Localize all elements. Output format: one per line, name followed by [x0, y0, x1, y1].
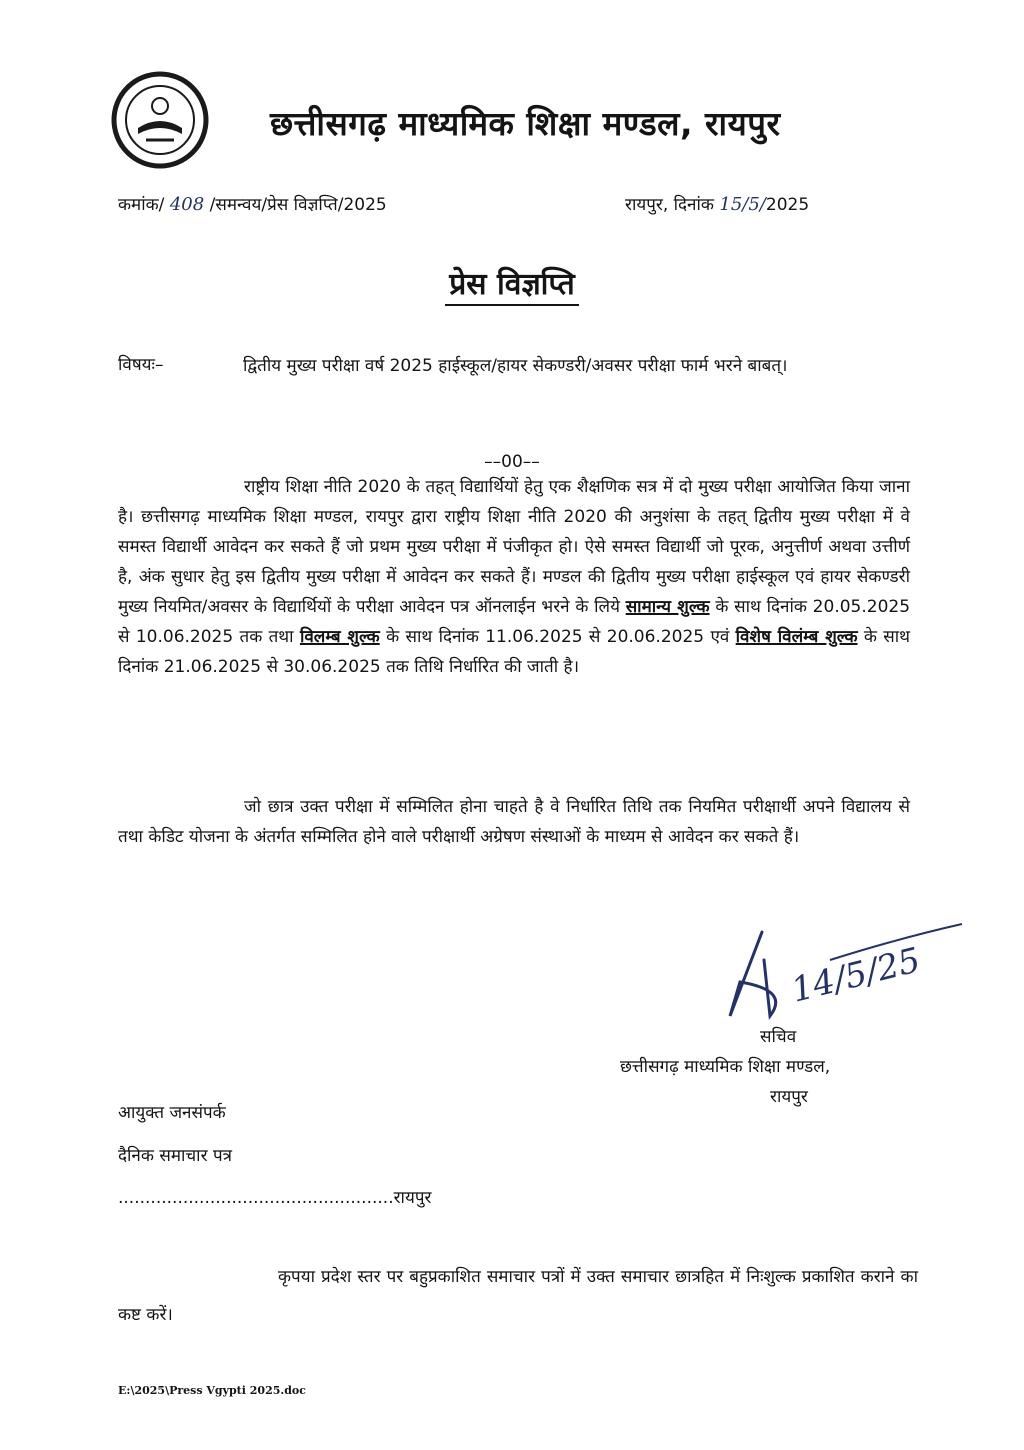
- signatory-block: [620, 1022, 960, 1112]
- fee-normal: सामान्य शुल्क: [625, 597, 710, 617]
- file-path-footer: E:\2025\Press Vgypti 2025.doc: [118, 1384, 306, 1397]
- board-name-heading: छत्तीसगढ़ माध्यमिक शिक्षा मण्डल, रायपुर: [270, 104, 781, 143]
- date-year: 2025: [765, 195, 810, 215]
- para1-part-b: के साथ दिनांक 20.05.2025 से 10.06.2025 तक तथा: [118, 597, 911, 647]
- fee-special: विशेष विलंम्ब शुल्क: [735, 627, 858, 647]
- subject-text: द्वितीय मुख्य परीक्षा वर्ष 2025 हाईस्कूल/हायर सेकण्डरी/अवसर परीक्षा फार्म भरने बाबत्।: [243, 356, 788, 376]
- signatory-city: रायपुर: [770, 1087, 808, 1107]
- para1-part-d: के साथ दिनांक 21.06.2025 से 30.06.2025 तक तिथि निर्धारित की जाती है।: [118, 627, 911, 677]
- signature-date: 14/5/25: [787, 940, 925, 1011]
- recipient-line-2: दैनिक समाचार पत्र: [118, 1146, 232, 1166]
- recipient-dots: ...................................................: [118, 1188, 394, 1208]
- section-divider: ––00––: [484, 452, 540, 472]
- reference-prefix: कमांक/: [118, 195, 165, 215]
- recipient-city: रायपुर: [393, 1188, 432, 1208]
- recipient-line-3: [118, 1185, 431, 1208]
- place-date: [625, 192, 809, 215]
- body-paragraph-2: जो छात्र उक्त परीक्षा में सम्मिलित होना चाहते है वे निर्धारित तिथि तक नियमित परीक्षार्थी अपने विद्यालय से तथा केडिट योजना के अंतर्गत सम्मिलित होने वाले परीक्षार्थी अग्रेषण संस्थाओं के माध्यम से आवेदन कर सकते हैं।: [118, 797, 910, 847]
- fee-late: विलम्ब शुल्क: [299, 627, 380, 647]
- signatory-title: सचिव: [760, 1027, 797, 1047]
- reference-number: [118, 192, 387, 215]
- document-title-text: प्रेस विज्ञप्ति: [445, 267, 579, 306]
- board-seal-icon: [100, 70, 220, 170]
- reference-suffix: /समन्वय/प्रेस विज्ञप्ति/2025: [209, 195, 387, 215]
- para1-part-c: के साथ दिनांक 11.06.2025 से 20.06.2025 एवं: [386, 627, 730, 647]
- place-date-label: रायपुर, दिनांक: [625, 195, 714, 215]
- body-paragraph-1: [118, 472, 910, 682]
- document-title: [0, 262, 1024, 303]
- signatory-org: छत्तीसगढ़ माध्यमिक शिक्षा मण्डल,: [620, 1057, 831, 1077]
- recipient-line-1: आयुक्त जनसंपर्क: [118, 1103, 226, 1123]
- date-handwritten: 15/5/: [719, 194, 766, 215]
- reference-number-handwritten: 408: [169, 194, 205, 215]
- para1-part-a: राष्ट्रीय शिक्षा नीति 2020 के तहत् विद्यार्थियों हेतु एक शैक्षणिक सत्र में दो मुख्य परीक्षा आयोजित किया जाना है। छत्तीसगढ़ माध्यमिक शिक्षा मण्डल, रायपुर द्वारा राष्ट्रीय शिक्षा नीति 2020 की अनुशंसा के तहत् द्वितीय मुख्य परीक्षा में वे समस्त विद्यार्थी आवेदन कर सकते हैं जो प्रथम मुख्य परीक्षा में पंजीकृत हो। ऐसे समस्त विद्यार्थी जो पूरक, अनुत्तीर्ण अथवा उत्तीर्ण है, अंक सुधार हेतु इस द्वितीय मुख्य परीक्षा में आवेदन कर सकते हैं। मण्डल की द्वितीय मुख्य परीक्षा हाईस्कूल एवं हायर सेकण्डरी मुख्य नियमित/अवसर के विद्यार्थियों के परीक्षा आवेदन पत्र ऑनलाईन भरने के लिये: [118, 477, 910, 617]
- signature-mark: [700, 920, 970, 1030]
- subject-label: विषयः–: [118, 355, 164, 375]
- publication-request: कृपया प्रदेश स्तर पर बहुप्रकाशित समाचार पत्रों में उक्त समाचार छात्रहित में निःशुल्क प्रकाशित कराने का कष्ट करें।: [118, 1267, 918, 1325]
